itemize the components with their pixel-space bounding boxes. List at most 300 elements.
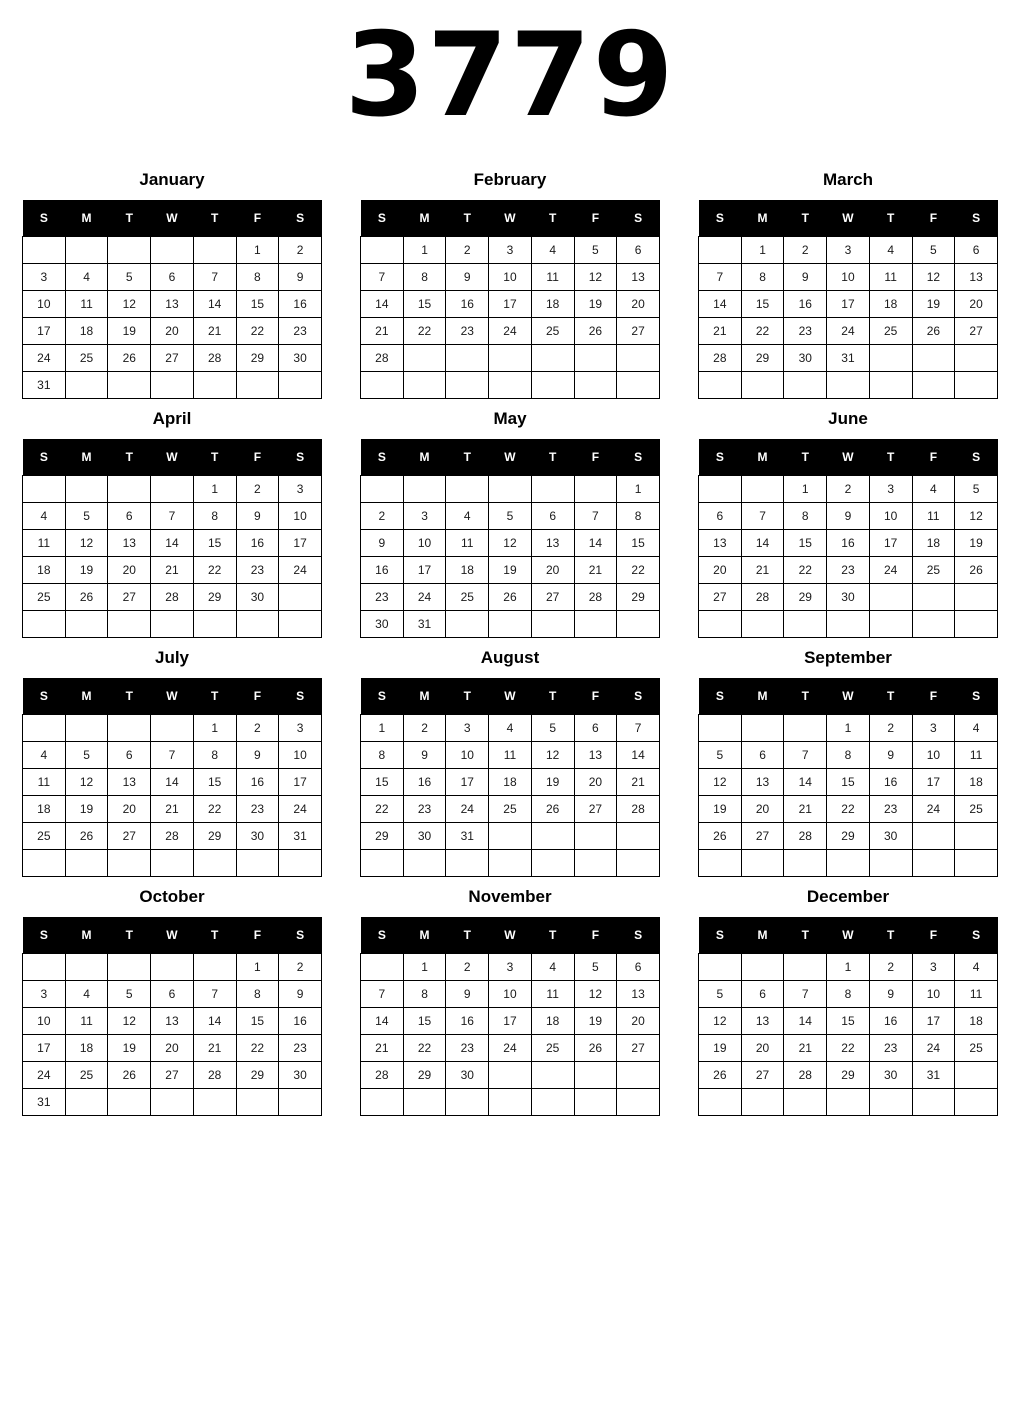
day-cell[interactable]: 1 — [741, 237, 784, 264]
day-cell[interactable]: 18 — [65, 1035, 108, 1062]
day-cell[interactable]: 12 — [912, 264, 955, 291]
day-cell[interactable]: 19 — [574, 1008, 617, 1035]
day-cell[interactable]: 2 — [446, 954, 489, 981]
day-cell[interactable]: 29 — [193, 823, 236, 850]
day-cell[interactable]: 21 — [151, 557, 194, 584]
day-cell[interactable]: 9 — [361, 530, 404, 557]
day-cell[interactable]: 23 — [446, 318, 489, 345]
day-cell[interactable]: 16 — [446, 1008, 489, 1035]
day-cell[interactable]: 14 — [574, 530, 617, 557]
day-cell[interactable]: 11 — [912, 503, 955, 530]
day-cell[interactable]: 26 — [65, 823, 108, 850]
day-cell[interactable]: 30 — [869, 1062, 912, 1089]
day-cell[interactable]: 28 — [574, 584, 617, 611]
day-cell[interactable]: 3 — [489, 237, 532, 264]
day-cell[interactable]: 6 — [699, 503, 742, 530]
day-cell[interactable]: 8 — [193, 503, 236, 530]
day-cell[interactable]: 5 — [65, 503, 108, 530]
day-cell[interactable]: 11 — [65, 291, 108, 318]
day-cell[interactable]: 16 — [869, 769, 912, 796]
day-cell[interactable]: 18 — [65, 318, 108, 345]
day-cell[interactable]: 29 — [827, 1062, 870, 1089]
day-cell[interactable]: 22 — [193, 796, 236, 823]
day-cell[interactable]: 10 — [489, 981, 532, 1008]
day-cell[interactable]: 14 — [193, 1008, 236, 1035]
day-cell[interactable]: 12 — [574, 981, 617, 1008]
day-cell[interactable]: 18 — [955, 769, 998, 796]
day-cell[interactable]: 30 — [446, 1062, 489, 1089]
day-cell[interactable]: 30 — [869, 823, 912, 850]
day-cell[interactable]: 11 — [955, 742, 998, 769]
day-cell[interactable]: 27 — [108, 584, 151, 611]
day-cell[interactable]: 17 — [23, 1035, 66, 1062]
day-cell[interactable]: 14 — [361, 291, 404, 318]
day-cell[interactable]: 27 — [699, 584, 742, 611]
day-cell[interactable]: 16 — [869, 1008, 912, 1035]
day-cell[interactable]: 4 — [23, 742, 66, 769]
day-cell[interactable]: 20 — [741, 1035, 784, 1062]
day-cell[interactable]: 21 — [361, 318, 404, 345]
day-cell[interactable]: 5 — [108, 981, 151, 1008]
day-cell[interactable]: 5 — [489, 503, 532, 530]
day-cell[interactable]: 28 — [193, 1062, 236, 1089]
day-cell[interactable]: 13 — [617, 264, 660, 291]
day-cell[interactable]: 15 — [236, 1008, 279, 1035]
day-cell[interactable]: 7 — [741, 503, 784, 530]
day-cell[interactable]: 24 — [827, 318, 870, 345]
day-cell[interactable]: 19 — [108, 318, 151, 345]
day-cell[interactable]: 21 — [741, 557, 784, 584]
day-cell[interactable]: 20 — [151, 1035, 194, 1062]
day-cell[interactable]: 13 — [151, 291, 194, 318]
day-cell[interactable]: 30 — [403, 823, 446, 850]
day-cell[interactable]: 31 — [403, 611, 446, 638]
day-cell[interactable]: 15 — [741, 291, 784, 318]
day-cell[interactable]: 19 — [489, 557, 532, 584]
day-cell[interactable]: 11 — [489, 742, 532, 769]
day-cell[interactable]: 22 — [784, 557, 827, 584]
day-cell[interactable]: 1 — [236, 954, 279, 981]
day-cell[interactable]: 22 — [741, 318, 784, 345]
day-cell[interactable]: 12 — [65, 769, 108, 796]
day-cell[interactable]: 21 — [699, 318, 742, 345]
day-cell[interactable]: 6 — [574, 715, 617, 742]
day-cell[interactable]: 15 — [827, 769, 870, 796]
day-cell[interactable]: 14 — [151, 530, 194, 557]
day-cell[interactable]: 9 — [446, 981, 489, 1008]
day-cell[interactable]: 3 — [912, 715, 955, 742]
day-cell[interactable]: 10 — [446, 742, 489, 769]
day-cell[interactable]: 5 — [65, 742, 108, 769]
day-cell[interactable]: 18 — [23, 796, 66, 823]
day-cell[interactable]: 9 — [279, 981, 322, 1008]
day-cell[interactable]: 27 — [617, 1035, 660, 1062]
day-cell[interactable]: 11 — [869, 264, 912, 291]
day-cell[interactable]: 9 — [869, 742, 912, 769]
day-cell[interactable]: 28 — [151, 823, 194, 850]
day-cell[interactable]: 20 — [741, 796, 784, 823]
day-cell[interactable]: 17 — [279, 769, 322, 796]
day-cell[interactable]: 1 — [784, 476, 827, 503]
day-cell[interactable]: 12 — [955, 503, 998, 530]
day-cell[interactable]: 13 — [108, 769, 151, 796]
day-cell[interactable]: 27 — [151, 345, 194, 372]
day-cell[interactable]: 23 — [784, 318, 827, 345]
day-cell[interactable]: 14 — [361, 1008, 404, 1035]
day-cell[interactable]: 18 — [489, 769, 532, 796]
day-cell[interactable]: 26 — [955, 557, 998, 584]
day-cell[interactable]: 26 — [65, 584, 108, 611]
day-cell[interactable]: 11 — [531, 264, 574, 291]
day-cell[interactable]: 26 — [489, 584, 532, 611]
day-cell[interactable]: 7 — [361, 981, 404, 1008]
day-cell[interactable]: 13 — [531, 530, 574, 557]
day-cell[interactable]: 3 — [912, 954, 955, 981]
day-cell[interactable]: 28 — [784, 1062, 827, 1089]
day-cell[interactable]: 4 — [955, 954, 998, 981]
day-cell[interactable]: 15 — [236, 291, 279, 318]
day-cell[interactable]: 25 — [955, 1035, 998, 1062]
day-cell[interactable]: 16 — [403, 769, 446, 796]
day-cell[interactable]: 2 — [236, 715, 279, 742]
day-cell[interactable]: 29 — [193, 584, 236, 611]
day-cell[interactable]: 11 — [23, 530, 66, 557]
day-cell[interactable]: 4 — [65, 981, 108, 1008]
day-cell[interactable]: 6 — [108, 503, 151, 530]
day-cell[interactable]: 1 — [193, 715, 236, 742]
day-cell[interactable]: 5 — [574, 237, 617, 264]
day-cell[interactable]: 15 — [403, 1008, 446, 1035]
day-cell[interactable]: 5 — [699, 742, 742, 769]
day-cell[interactable]: 12 — [699, 769, 742, 796]
day-cell[interactable]: 24 — [446, 796, 489, 823]
day-cell[interactable]: 22 — [403, 318, 446, 345]
day-cell[interactable]: 4 — [531, 954, 574, 981]
day-cell[interactable]: 30 — [236, 584, 279, 611]
day-cell[interactable]: 27 — [617, 318, 660, 345]
day-cell[interactable]: 16 — [361, 557, 404, 584]
day-cell[interactable]: 10 — [827, 264, 870, 291]
day-cell[interactable]: 10 — [912, 981, 955, 1008]
day-cell[interactable]: 19 — [955, 530, 998, 557]
day-cell[interactable]: 24 — [489, 1035, 532, 1062]
day-cell[interactable]: 18 — [446, 557, 489, 584]
day-cell[interactable]: 21 — [574, 557, 617, 584]
day-cell[interactable]: 2 — [403, 715, 446, 742]
day-cell[interactable]: 18 — [531, 291, 574, 318]
day-cell[interactable]: 30 — [827, 584, 870, 611]
day-cell[interactable]: 14 — [193, 291, 236, 318]
day-cell[interactable]: 22 — [236, 318, 279, 345]
day-cell[interactable]: 13 — [108, 530, 151, 557]
day-cell[interactable]: 30 — [279, 1062, 322, 1089]
day-cell[interactable]: 27 — [741, 1062, 784, 1089]
day-cell[interactable]: 25 — [23, 823, 66, 850]
day-cell[interactable]: 18 — [955, 1008, 998, 1035]
day-cell[interactable]: 11 — [65, 1008, 108, 1035]
day-cell[interactable]: 14 — [784, 769, 827, 796]
day-cell[interactable]: 12 — [699, 1008, 742, 1035]
day-cell[interactable]: 13 — [699, 530, 742, 557]
day-cell[interactable]: 7 — [151, 742, 194, 769]
day-cell[interactable]: 25 — [446, 584, 489, 611]
day-cell[interactable]: 26 — [699, 1062, 742, 1089]
day-cell[interactable]: 2 — [827, 476, 870, 503]
day-cell[interactable]: 27 — [955, 318, 998, 345]
day-cell[interactable]: 7 — [574, 503, 617, 530]
day-cell[interactable]: 15 — [361, 769, 404, 796]
day-cell[interactable]: 2 — [869, 715, 912, 742]
day-cell[interactable]: 5 — [108, 264, 151, 291]
day-cell[interactable]: 9 — [869, 981, 912, 1008]
day-cell[interactable]: 8 — [784, 503, 827, 530]
day-cell[interactable]: 18 — [869, 291, 912, 318]
day-cell[interactable]: 15 — [827, 1008, 870, 1035]
day-cell[interactable]: 6 — [531, 503, 574, 530]
day-cell[interactable]: 12 — [574, 264, 617, 291]
day-cell[interactable]: 23 — [869, 796, 912, 823]
day-cell[interactable]: 7 — [617, 715, 660, 742]
day-cell[interactable]: 24 — [489, 318, 532, 345]
day-cell[interactable]: 21 — [784, 796, 827, 823]
day-cell[interactable]: 8 — [403, 981, 446, 1008]
day-cell[interactable]: 28 — [193, 345, 236, 372]
day-cell[interactable]: 25 — [489, 796, 532, 823]
day-cell[interactable]: 25 — [23, 584, 66, 611]
day-cell[interactable]: 30 — [279, 345, 322, 372]
day-cell[interactable]: 19 — [699, 1035, 742, 1062]
day-cell[interactable]: 17 — [489, 291, 532, 318]
day-cell[interactable]: 8 — [827, 981, 870, 1008]
day-cell[interactable]: 14 — [617, 742, 660, 769]
day-cell[interactable]: 25 — [912, 557, 955, 584]
day-cell[interactable]: 30 — [236, 823, 279, 850]
day-cell[interactable]: 17 — [446, 769, 489, 796]
day-cell[interactable]: 17 — [912, 1008, 955, 1035]
day-cell[interactable]: 10 — [912, 742, 955, 769]
day-cell[interactable]: 9 — [403, 742, 446, 769]
day-cell[interactable]: 7 — [193, 981, 236, 1008]
day-cell[interactable]: 1 — [403, 237, 446, 264]
day-cell[interactable]: 1 — [617, 476, 660, 503]
day-cell[interactable]: 22 — [193, 557, 236, 584]
day-cell[interactable]: 6 — [108, 742, 151, 769]
day-cell[interactable]: 20 — [617, 1008, 660, 1035]
day-cell[interactable]: 25 — [531, 1035, 574, 1062]
day-cell[interactable]: 2 — [784, 237, 827, 264]
day-cell[interactable]: 4 — [23, 503, 66, 530]
day-cell[interactable]: 15 — [784, 530, 827, 557]
day-cell[interactable]: 22 — [361, 796, 404, 823]
day-cell[interactable]: 23 — [236, 796, 279, 823]
day-cell[interactable]: 4 — [869, 237, 912, 264]
day-cell[interactable]: 23 — [869, 1035, 912, 1062]
day-cell[interactable]: 12 — [108, 1008, 151, 1035]
day-cell[interactable]: 5 — [574, 954, 617, 981]
day-cell[interactable]: 12 — [531, 742, 574, 769]
day-cell[interactable]: 22 — [827, 1035, 870, 1062]
day-cell[interactable]: 17 — [403, 557, 446, 584]
day-cell[interactable]: 21 — [151, 796, 194, 823]
day-cell[interactable]: 15 — [617, 530, 660, 557]
day-cell[interactable]: 5 — [531, 715, 574, 742]
day-cell[interactable]: 6 — [741, 981, 784, 1008]
day-cell[interactable]: 21 — [784, 1035, 827, 1062]
day-cell[interactable]: 20 — [574, 769, 617, 796]
day-cell[interactable]: 10 — [869, 503, 912, 530]
day-cell[interactable]: 24 — [279, 796, 322, 823]
day-cell[interactable]: 6 — [741, 742, 784, 769]
day-cell[interactable]: 3 — [403, 503, 446, 530]
day-cell[interactable]: 28 — [784, 823, 827, 850]
day-cell[interactable]: 23 — [446, 1035, 489, 1062]
day-cell[interactable]: 29 — [236, 1062, 279, 1089]
day-cell[interactable]: 13 — [151, 1008, 194, 1035]
day-cell[interactable]: 1 — [236, 237, 279, 264]
day-cell[interactable]: 27 — [574, 796, 617, 823]
day-cell[interactable]: 8 — [361, 742, 404, 769]
day-cell[interactable]: 23 — [403, 796, 446, 823]
day-cell[interactable]: 15 — [403, 291, 446, 318]
day-cell[interactable]: 16 — [236, 530, 279, 557]
day-cell[interactable]: 29 — [784, 584, 827, 611]
day-cell[interactable]: 8 — [403, 264, 446, 291]
day-cell[interactable]: 16 — [784, 291, 827, 318]
day-cell[interactable]: 14 — [784, 1008, 827, 1035]
day-cell[interactable]: 18 — [531, 1008, 574, 1035]
day-cell[interactable]: 4 — [446, 503, 489, 530]
day-cell[interactable]: 14 — [151, 769, 194, 796]
day-cell[interactable]: 11 — [955, 981, 998, 1008]
day-cell[interactable]: 7 — [699, 264, 742, 291]
day-cell[interactable]: 17 — [827, 291, 870, 318]
day-cell[interactable]: 8 — [236, 981, 279, 1008]
day-cell[interactable]: 3 — [279, 476, 322, 503]
day-cell[interactable]: 9 — [236, 503, 279, 530]
day-cell[interactable]: 8 — [741, 264, 784, 291]
day-cell[interactable]: 8 — [236, 264, 279, 291]
day-cell[interactable]: 2 — [361, 503, 404, 530]
day-cell[interactable]: 10 — [403, 530, 446, 557]
day-cell[interactable]: 23 — [236, 557, 279, 584]
day-cell[interactable]: 27 — [741, 823, 784, 850]
day-cell[interactable]: 21 — [193, 318, 236, 345]
day-cell[interactable]: 11 — [531, 981, 574, 1008]
day-cell[interactable]: 16 — [236, 769, 279, 796]
day-cell[interactable]: 3 — [446, 715, 489, 742]
day-cell[interactable]: 18 — [912, 530, 955, 557]
day-cell[interactable]: 8 — [827, 742, 870, 769]
day-cell[interactable]: 24 — [869, 557, 912, 584]
day-cell[interactable]: 13 — [741, 1008, 784, 1035]
day-cell[interactable]: 15 — [193, 769, 236, 796]
day-cell[interactable]: 17 — [912, 769, 955, 796]
day-cell[interactable]: 5 — [699, 981, 742, 1008]
day-cell[interactable]: 19 — [574, 291, 617, 318]
day-cell[interactable]: 24 — [279, 557, 322, 584]
day-cell[interactable]: 27 — [108, 823, 151, 850]
day-cell[interactable]: 21 — [193, 1035, 236, 1062]
day-cell[interactable]: 9 — [236, 742, 279, 769]
day-cell[interactable]: 16 — [279, 1008, 322, 1035]
day-cell[interactable]: 3 — [23, 981, 66, 1008]
day-cell[interactable]: 28 — [617, 796, 660, 823]
day-cell[interactable]: 31 — [827, 345, 870, 372]
day-cell[interactable]: 3 — [869, 476, 912, 503]
day-cell[interactable]: 25 — [955, 796, 998, 823]
day-cell[interactable]: 20 — [151, 318, 194, 345]
day-cell[interactable]: 1 — [827, 715, 870, 742]
day-cell[interactable]: 21 — [617, 769, 660, 796]
day-cell[interactable]: 30 — [784, 345, 827, 372]
day-cell[interactable]: 4 — [955, 715, 998, 742]
day-cell[interactable]: 19 — [65, 796, 108, 823]
day-cell[interactable]: 6 — [151, 981, 194, 1008]
day-cell[interactable]: 26 — [574, 318, 617, 345]
day-cell[interactable]: 16 — [446, 291, 489, 318]
day-cell[interactable]: 26 — [108, 345, 151, 372]
day-cell[interactable]: 13 — [955, 264, 998, 291]
day-cell[interactable]: 11 — [23, 769, 66, 796]
day-cell[interactable]: 17 — [489, 1008, 532, 1035]
day-cell[interactable]: 23 — [279, 318, 322, 345]
day-cell[interactable]: 25 — [869, 318, 912, 345]
day-cell[interactable]: 21 — [361, 1035, 404, 1062]
day-cell[interactable]: 24 — [912, 1035, 955, 1062]
day-cell[interactable]: 31 — [23, 372, 66, 399]
day-cell[interactable]: 27 — [531, 584, 574, 611]
day-cell[interactable]: 14 — [699, 291, 742, 318]
day-cell[interactable]: 3 — [23, 264, 66, 291]
day-cell[interactable]: 12 — [489, 530, 532, 557]
day-cell[interactable]: 28 — [151, 584, 194, 611]
day-cell[interactable]: 17 — [279, 530, 322, 557]
day-cell[interactable]: 26 — [699, 823, 742, 850]
day-cell[interactable]: 4 — [65, 264, 108, 291]
day-cell[interactable]: 23 — [361, 584, 404, 611]
day-cell[interactable]: 1 — [193, 476, 236, 503]
day-cell[interactable]: 8 — [617, 503, 660, 530]
day-cell[interactable]: 31 — [23, 1089, 66, 1116]
day-cell[interactable]: 20 — [531, 557, 574, 584]
day-cell[interactable]: 25 — [65, 1062, 108, 1089]
day-cell[interactable]: 7 — [151, 503, 194, 530]
day-cell[interactable]: 3 — [489, 954, 532, 981]
day-cell[interactable]: 4 — [489, 715, 532, 742]
day-cell[interactable]: 19 — [65, 557, 108, 584]
day-cell[interactable]: 6 — [617, 954, 660, 981]
day-cell[interactable]: 23 — [827, 557, 870, 584]
day-cell[interactable]: 9 — [784, 264, 827, 291]
day-cell[interactable]: 4 — [912, 476, 955, 503]
day-cell[interactable]: 20 — [955, 291, 998, 318]
day-cell[interactable]: 3 — [827, 237, 870, 264]
day-cell[interactable]: 16 — [279, 291, 322, 318]
day-cell[interactable]: 25 — [65, 345, 108, 372]
day-cell[interactable]: 10 — [279, 742, 322, 769]
day-cell[interactable]: 24 — [23, 345, 66, 372]
day-cell[interactable]: 19 — [531, 769, 574, 796]
day-cell[interactable]: 29 — [236, 345, 279, 372]
day-cell[interactable]: 29 — [403, 1062, 446, 1089]
day-cell[interactable]: 2 — [869, 954, 912, 981]
day-cell[interactable]: 16 — [827, 530, 870, 557]
day-cell[interactable]: 19 — [699, 796, 742, 823]
day-cell[interactable]: 6 — [955, 237, 998, 264]
day-cell[interactable]: 29 — [617, 584, 660, 611]
day-cell[interactable]: 1 — [827, 954, 870, 981]
day-cell[interactable]: 23 — [279, 1035, 322, 1062]
